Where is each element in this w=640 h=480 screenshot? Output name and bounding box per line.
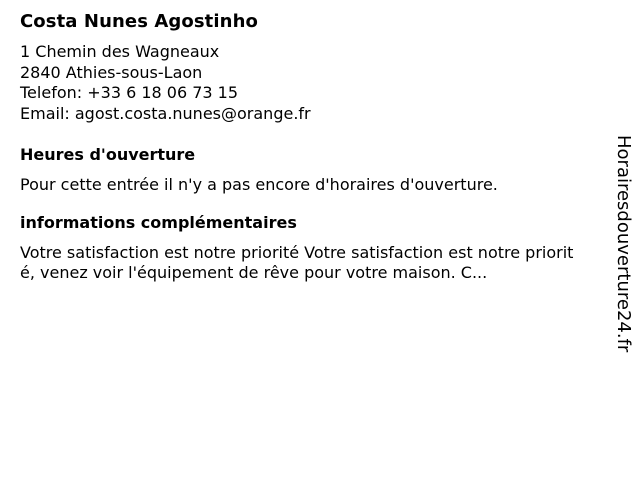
business-name: Costa Nunes Agostinho xyxy=(20,11,258,32)
site-brand-vertical: Horairesdouverture24.fr xyxy=(613,135,634,353)
opening-hours-heading: Heures d'ouverture xyxy=(20,145,196,164)
additional-info-text: Votre satisfaction est notre priorité Votre satisfaction est notre priorité, venez voir l'équipement de rêve pour votre maison. C... xyxy=(20,243,574,282)
phone-number: Telefon: +33 6 18 06 73 15 xyxy=(20,83,239,102)
email-address: Email: agost.costa.nunes@orange.fr xyxy=(20,103,311,123)
additional-info-heading: informations complémentaires xyxy=(20,213,297,232)
address-city: 2840 Athies-sous-Laon xyxy=(20,62,203,82)
address-street: 1 Chemin des Wagneaux xyxy=(20,42,220,61)
opening-hours-text: Pour cette entrée il n'y a pas encore d'horaires d'ouverture. xyxy=(20,175,498,194)
business-listing xyxy=(20,10,600,283)
